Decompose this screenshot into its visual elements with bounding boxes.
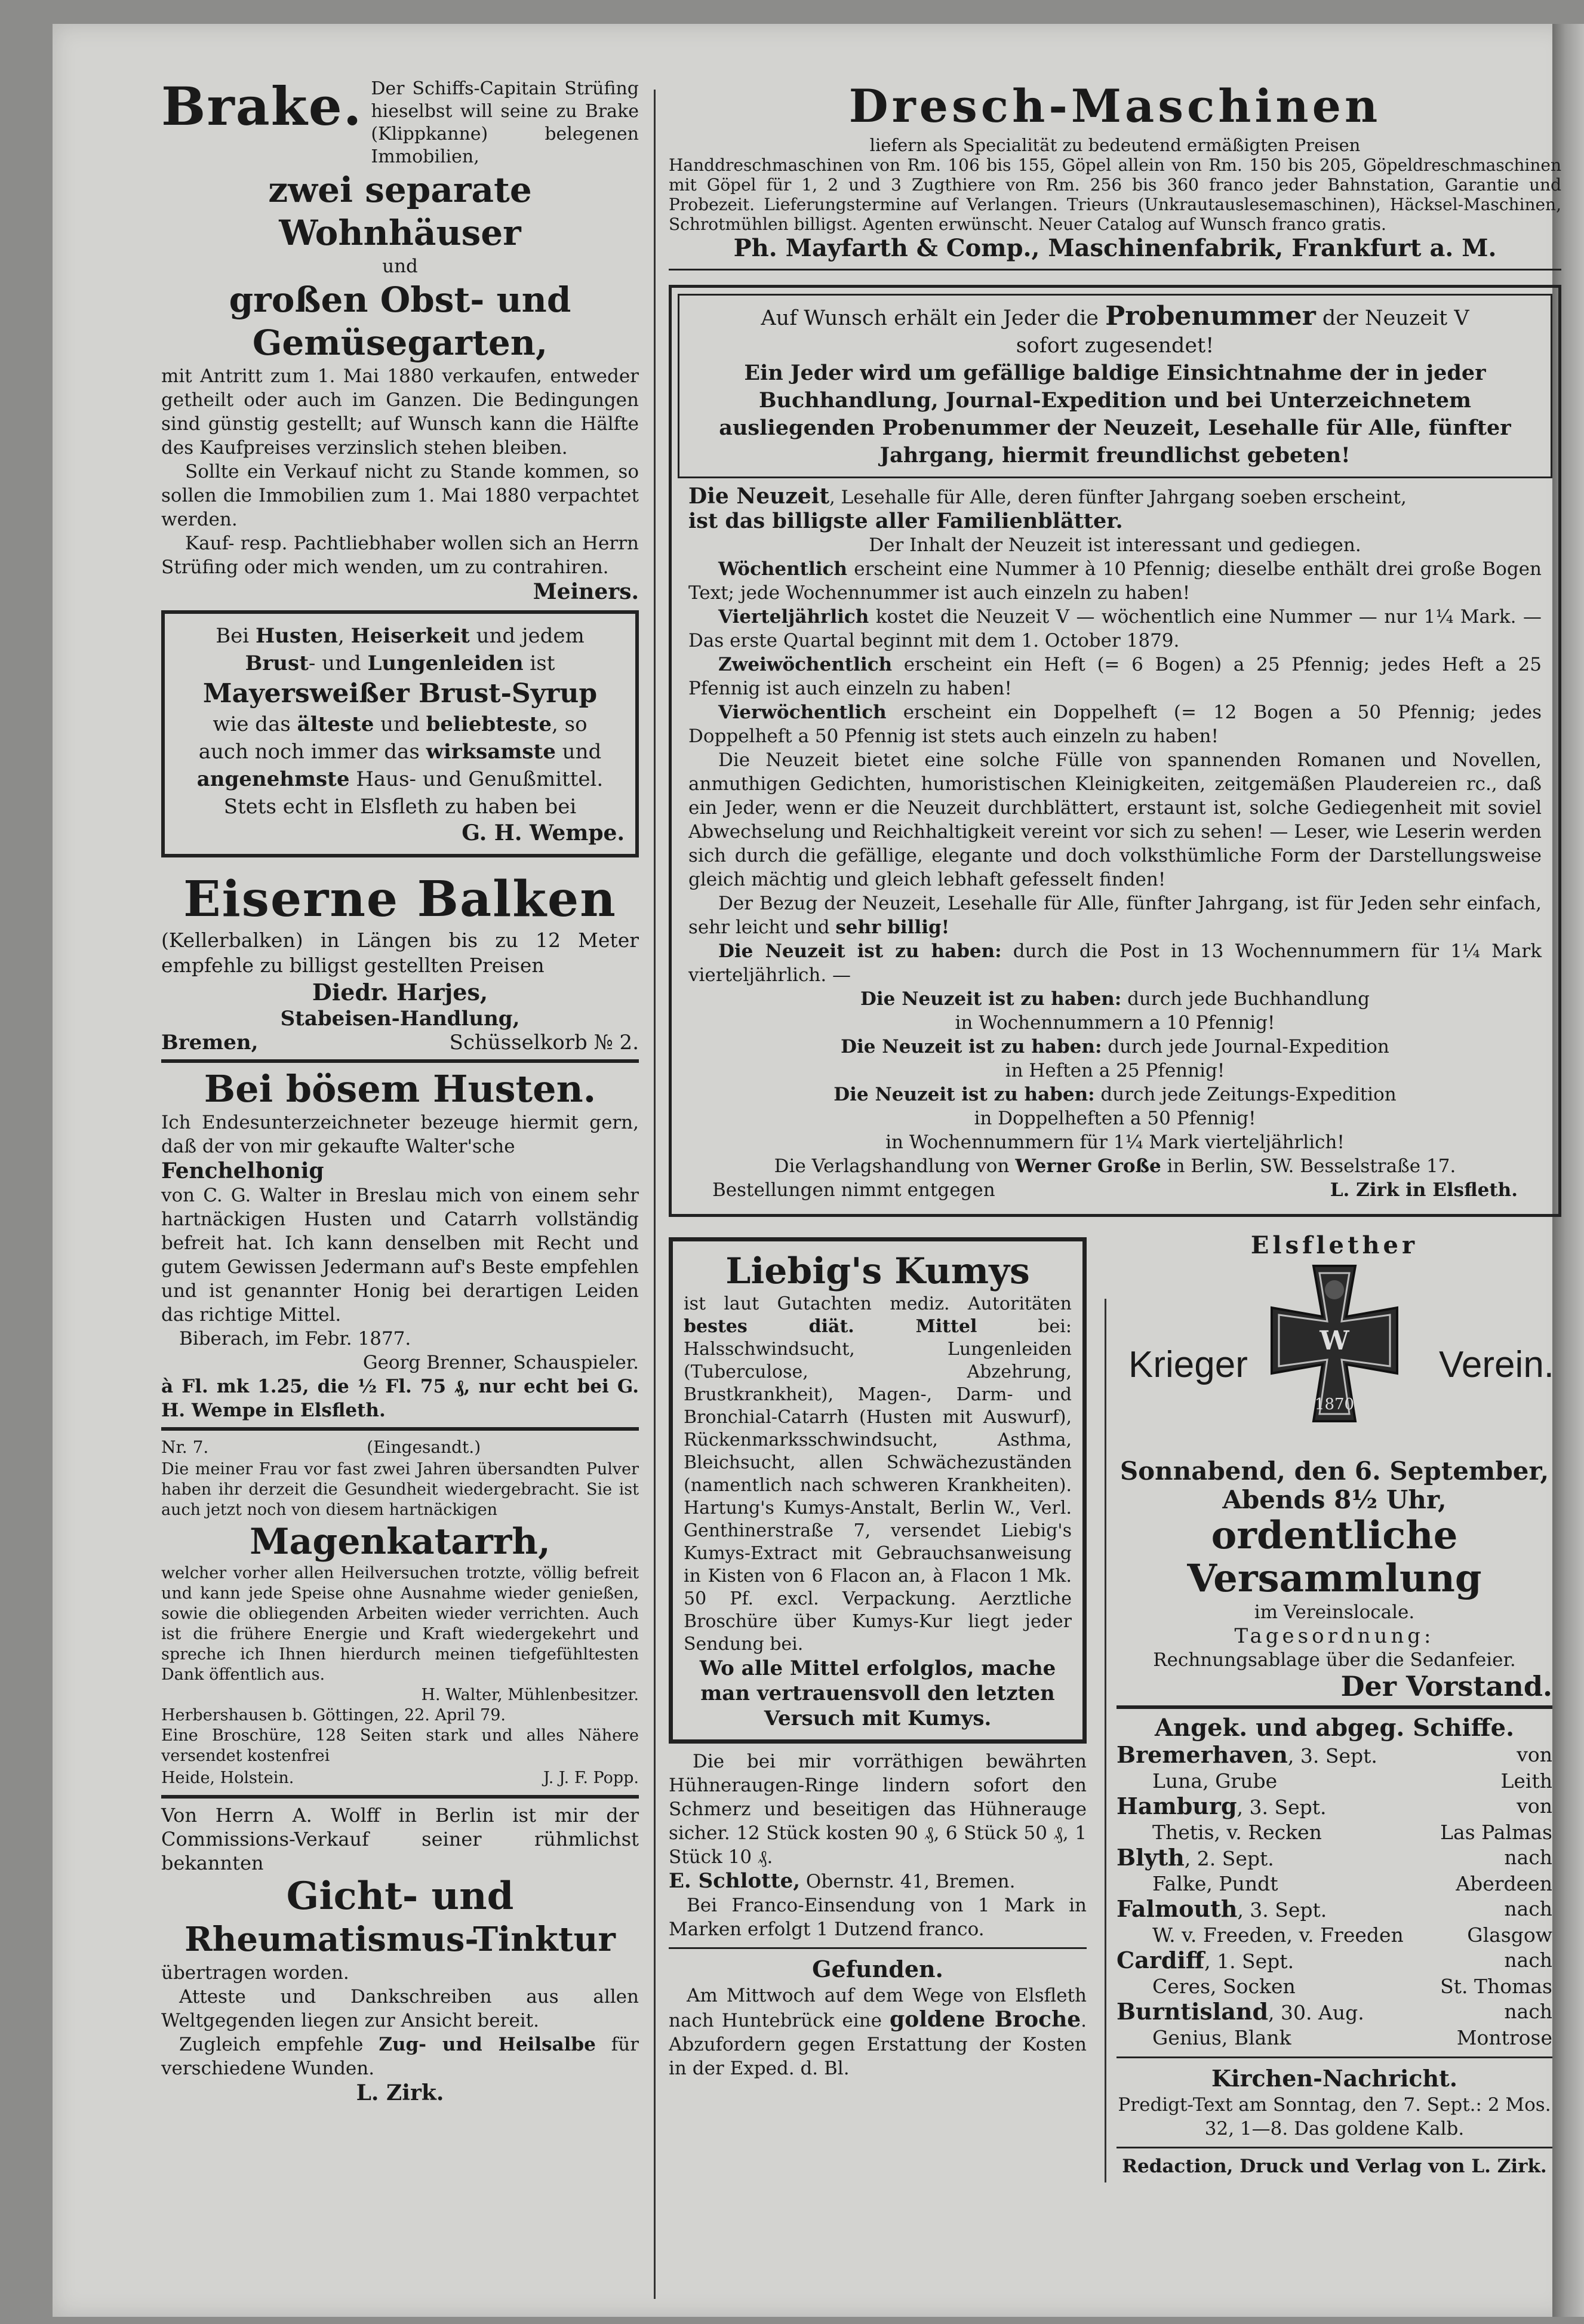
ship-row: Burntisland, 30. Aug. nach — [1117, 1998, 1552, 2025]
ad-brake-body3: Kauf- resp. Pachtliebhaber wollen sich an Herrn Strüfing oder mich wenden, um zu contrahiren. — [161, 533, 639, 578]
ship-row: Falmouth, 3. Sept. nach — [1117, 1895, 1552, 1922]
right-column — [669, 78, 1561, 2178]
ad-verein-title: ordentliche Versammlung — [1187, 1513, 1482, 1601]
iron-cross-icon — [1257, 1260, 1412, 1457]
ad-brake-title: Brake. — [161, 75, 363, 137]
verein-left-word: Krieger — [1128, 1344, 1248, 1385]
ad-syrup-signature: G. H. Wempe. — [462, 820, 625, 846]
svg-text:1870: 1870 — [1314, 1395, 1355, 1413]
ship-row: Bremerhaven, 3. Sept. von — [1117, 1741, 1552, 1768]
ad-brake-body1: mit Antritt zum 1. Mai 1880 verkaufen, entweder getheilt oder auch im Ganzen. Die Bedingungen sind günstig gestellt; auf Wunsch kann die Hälfte des Kaufpreises verzinslich stehen bleiben. — [161, 365, 639, 459]
ship-row: Thetis, v. Recken Las Palmas — [1152, 1821, 1552, 1844]
ship-row: Luna, Grube Leith — [1152, 1769, 1552, 1793]
lower-middle-column — [669, 1231, 1087, 2178]
ad-kriegerverein: Elsflether Krieger W 1870 Verein. Sonnabend, den 6. September, Abends 8½ Uhr, ordentliche Versammlung im Vereinslocale. Tagesordnung: Rechnungsablage über die Sedanfeier. Der Vorstand. — [1117, 1231, 1552, 1709]
ad-husten: Bei bösem Husten. Ich Endesunterzeichneter bezeuge hiermit gern, daß der von mir gekaufte Walter'sche Fenchelhonig von C. G. Walter in Breslau mich von einem sehr hartnäckigen Husten und Catarrh vollständig befreit hat. Ich kann denselben mit Recht und gutem Gewissen Jedermann auf's Beste empfehlen und ist genannter Honig bei derartigen Leiden das richtige Mittel. Biberach, im Febr. 1877. Georg Brenner, Schauspieler. à Fl. mk 1.25, die ½ Fl. 75 ₰, nur echt bei G. H. Wempe in Elsfleth. — [161, 1068, 639, 1431]
ad-dresch-title: Dresch-Maschinen — [848, 79, 1382, 133]
ad-brake-headline-a: zwei separate Wohnhäuser — [268, 170, 532, 253]
impressum: Redaction, Druck und Verlag von L. Zirk. — [1122, 2156, 1547, 2177]
ad-kumys-title: Liebig's Kumys — [725, 1250, 1030, 1292]
column-rule — [654, 90, 656, 2299]
ad-syrup: Bei Husten, Heiserkeit und jedem Brust- und Lungenleiden ist Mayersweißer Brust-Syrup wie das älteste und beliebteste, so auch noch immer das wirksamste und angenehmste Haus- und Genußmittel. Stets echt in Elsfleth zu haben bei G. H. Wempe. — [161, 610, 639, 857]
ship-row: Hamburg, 3. Sept. von — [1117, 1793, 1552, 1819]
ad-syrup-product: Mayersweißer Brust-Syrup — [202, 678, 598, 709]
ad-gicht: Von Herrn A. Wolff in Berlin ist mir der Commissions-Verkauf seiner rühmlichst bekannten Gicht- und Rheumatismus-Tinktur übertragen worden. Atteste und Dankschreiben aus allen Weltgegenden liegen zur Ansicht bereit. Zugleich empfehle Zug- und Heilsalbe für verschiedene Wunden. L. Zirk. — [161, 1804, 639, 2105]
ad-brake-body2: Sollte ein Verkauf nicht zu Stande kommen, so sollen die Immobilien zum 1. Mai 1880 verpachtet werden. — [161, 461, 639, 530]
ad-gicht-signature: L. Zirk. — [356, 2080, 444, 2105]
ad-husten-product: Fenchelhonig — [161, 1158, 324, 1183]
ad-balken-title: Eiserne Balken — [183, 871, 617, 928]
ship-row: Genius, Blank Montrose — [1152, 2026, 1552, 2049]
ad-dresch: Dresch-Maschinen liefern als Specialität zu bedeutend ermäßigten Preisen Handdreschmaschinen von Rm. 106 bis 155, Göpel allein von Rm. 150 bis 205, Göpeldreschmaschinen mit Göpel für 1, 2 und 3 Zugthiere von Rm. 256 bis 360 franco jeder Bahnstation, Garantie und Probezeit. Lieferungstermine auf Verlangen. Trieurs (Unkrautauslesemaschinen), Häcksel-Maschinen, Schrotmühlen billigst. Agenten erwünscht. Neuer Catalog auf Wunsch franco gratis. Ph. Mayfarth & Comp., Maschinenfabrik, Frankfurt a. M. — [669, 78, 1561, 270]
left-column — [161, 75, 639, 2105]
ad-magen-title: Magenkatarrh, — [250, 1521, 550, 1563]
ad-huehneraugen: Die bei mir vorräthigen bewährten Hühneraugen-Ringe lindern sofort den Schmerz und beseitigen das Hühnerauge sicher. 12 Stück kosten 90 ₰, 6 Stück 50 ₰, 1 Stück 10 ₰. E. Schlotte, Obernstr. 41, Bremen. Bei Franco-Einsendung von 1 Mark in Marken erfolgt 1 Dutzend franco. — [669, 1750, 1087, 1949]
ad-kumys: Liebig's Kumys ist laut Gutachten mediz. Autoritäten bestes diät. Mittel bei: Halsschwindsucht, Lungenleiden (Tuberculose, Abzehrung, Brustkrankheit), Magen-, Darm- und Bronchial-Catarrh (Husten mit Auswurf), Rückenmarksschwindsucht, Asthma, Bleichsucht, allen Schwächezuständen (namentlich nach schweren Krankheiten). Hartung's Kumys-Anstalt, Berlin W., Verl. Genthinerstraße 7, versendet Liebig's Kumys-Extract mit Gebrauchsanweisung in Kisten von 6 Flacon an, à Flacon 1 Mk. 50 Pf. excl. Verpackung. Aerztliche Broschüre über Kumys-Kur liegt jeder Sendung bei. Wo alle Mittel erfolglos, mache man vertrauensvoll den letzten Versuch mit Kumys. — [669, 1237, 1087, 1744]
kirchen-nachricht: Kirchen-Nachricht. Predigt-Text am Sonntag, den 7. Sept.: 2 Mos. 32, 1—8. Das goldene Kalb. Redaction, Druck und Verlag von L. Zirk. — [1117, 2064, 1552, 2178]
ship-row: Blyth, 2. Sept. nach — [1117, 1844, 1552, 1871]
ship-list: Angek. und abgeg. Schiffe. Bremerhaven, 3. Sept. von Luna, Grube Leith Hamburg, 3. Sept. von Thetis, v. Recken Las Palmas Blyth, 2. Sept. nach Falke, Pundt Aberdeen Falmouth, 3. Sept. nach W. v. Freeden, v. Freeden Glasgow Cardiff, 1. Sept. nach Ceres, Socken St. Thomas Burntisland, 30. Aug. nach Genius, Blank Montrose — [1117, 1714, 1552, 2058]
ad-brake — [161, 75, 639, 604]
ad-brake-headline-b: großen Obst- und Gemüsegarten, — [229, 279, 571, 363]
ad-gicht-title1: Gicht- und — [286, 1874, 514, 1919]
ad-husten-title: Bei bösem Husten. — [204, 1067, 596, 1111]
ship-row: Falke, Pundt Aberdeen — [1152, 1872, 1552, 1895]
ad-gicht-title2: Rheumatismus-Tinktur — [184, 1920, 616, 1959]
ad-neuzeit: Auf Wunsch erhält ein Jeder die Probenummer der Neuzeit V sofort zugesendet! Ein Jeder wird um gefällige baldige Einsichtnahme der in jeder Buchhandlung, Journal-Expedition und bei Unterzeichnetem ausliegenden Probenummer der Neuzeit, Lesehalle für Alle, fünfter Jahrgang, hiermit freundlichst gebeten! Die Neuzeit, Lesehalle für Alle, deren fünfter Jahrgang soeben erscheint, ist das billigste aller Familienblätter. Der Inhalt der Neuzeit ist interessant und gediegen. Wöchentlich erscheint eine Nummer à 10 Pfennig; dieselbe enthält drei große Bogen Text; jede Wochennummer ist auch einzeln zu haben! Vierteljährlich kostet die Neuzeit V — wöchentlich eine Nummer — nur 1¼ Mark. — Das erste Quartal beginnt mit dem 1. October 1879. Zweiwöchentlich erscheint ein Heft (= 6 Bogen) a 25 Pfennig; jedes Heft a 25 Pfennig ist auch einzeln zu haben! Vierwöchentlich erscheint ein Doppelheft (= 12 Bogen a 50 Pfennig; jedes Doppelheft a 50 Pfennig ist stets auch einzeln zu haben! Die Neuzeit bietet eine solche Fülle von spannenden Romanen und Novellen, anmuthigen Gedichten, humoristischen Kleinigkeiten, zeitgemäßen Plaudereien rc., daß ein Jeder, wenn er die Neuzeit durchblättert, erstaunt ist, solche Gediegenheit mit soviel Abwechselung und Reichhaltigkeit vereint vor sich zu sehen! — Leser, wie Leserin werden sich durch die gefällige, elegante und doch volksthümliche Form der Darstellungsweise gleich mächtig und gleich lebhaft gefesselt finden! Der Bezug der Neuzeit, Lesehalle für Alle, fünfter Jahrgang, ist für Jeden sehr einfach, sehr leicht und sehr billig! Die Neuzeit ist zu haben: durch die Post in 13 Wochennummern für 1¼ Mark vierteljährlich. — Die Neuzeit ist zu haben: durch jede Buchhandlung in Wochennummern a 10 Pfennig! Die Neuzeit ist zu haben: durch jede Journal-Expedition in Heften a 25 Pfennig! Die Neuzeit ist zu haben: durch jede Zeitungs-Expedition in Doppelheften a 50 Pfennig! in Wochennummern für 1¼ Mark vierteljährlich! Die Verlagshandlung von Werner Große in Berlin, SW. Besselstraße 17. Bestellungen nimmt entgegen L. Zirk in Elsfleth. — [669, 285, 1561, 1217]
svg-text:W: W — [1320, 1326, 1349, 1356]
ad-magen: Nr. 7. (Eingesandt.) Die meiner Frau vor fast zwei Jahren übersandten Pulver haben ihr derzeit die Gesundheit wiedergebracht. Sie ist auch jetzt noch von diesem hartnäckigen Magenkatarrh, welcher vorher allen Heilversuchen trotzte, völlig befreit und kann jede Speise ohne Ausnahme wieder genießen, sowie die obliegenden Arbeiten wieder verrichten. Auch ist die frühere Energie und Kraft wiedergekehrt und spreche ich Ihnen hierdurch meinen tiefgefühltesten Dank öffentlich aus. H. Walter, Mühlenbesitzer. Herbershausen b. Göttingen, 22. April 79. Eine Broschüre, 128 Seiten stark und alles Nähere versendet kostenfrei Heide, Holstein. J. J. F. Popp. — [161, 1435, 639, 1799]
ad-brake-signature: Meiners. — [533, 579, 639, 604]
ad-brake-intro: Der Schiffs-Capitain Strüfing hieselbst will seine zu Brake (Klippkanne) belegenen Immobilien, — [371, 78, 639, 167]
ad-brake-und: und — [382, 256, 418, 277]
ad-gefunden: Gefunden. Am Mittwoch auf dem Wege von Elsfleth nach Huntebrück eine goldene Broche. Abzufordern gegen Erstattung der Kosten in der Exped. d. Bl. — [669, 1956, 1087, 2079]
ship-row: W. v. Freeden, v. Freeden Glasgow — [1152, 1923, 1552, 1947]
verein-right-word: Verein. — [1439, 1344, 1555, 1385]
ship-row: Cardiff, 1. Sept. nach — [1117, 1947, 1552, 1973]
ad-dresch-firm: Ph. Mayfarth & Comp., Maschinenfabrik, Frankfurt a. M. — [733, 234, 1497, 262]
ad-balken: Eiserne Balken (Kellerbalken) in Längen bis zu 12 Meter empfehle zu billigst gestellten Preisen Diedr. Harjes, Stabeisen-Handlung, Bremen, Schüsselkorb № 2. — [161, 871, 639, 1063]
ad-balken-firm: Diedr. Harjes, — [312, 979, 488, 1006]
ship-row: Ceres, Socken St. Thomas — [1152, 1975, 1552, 1998]
lower-right-column — [1117, 1231, 1555, 2178]
